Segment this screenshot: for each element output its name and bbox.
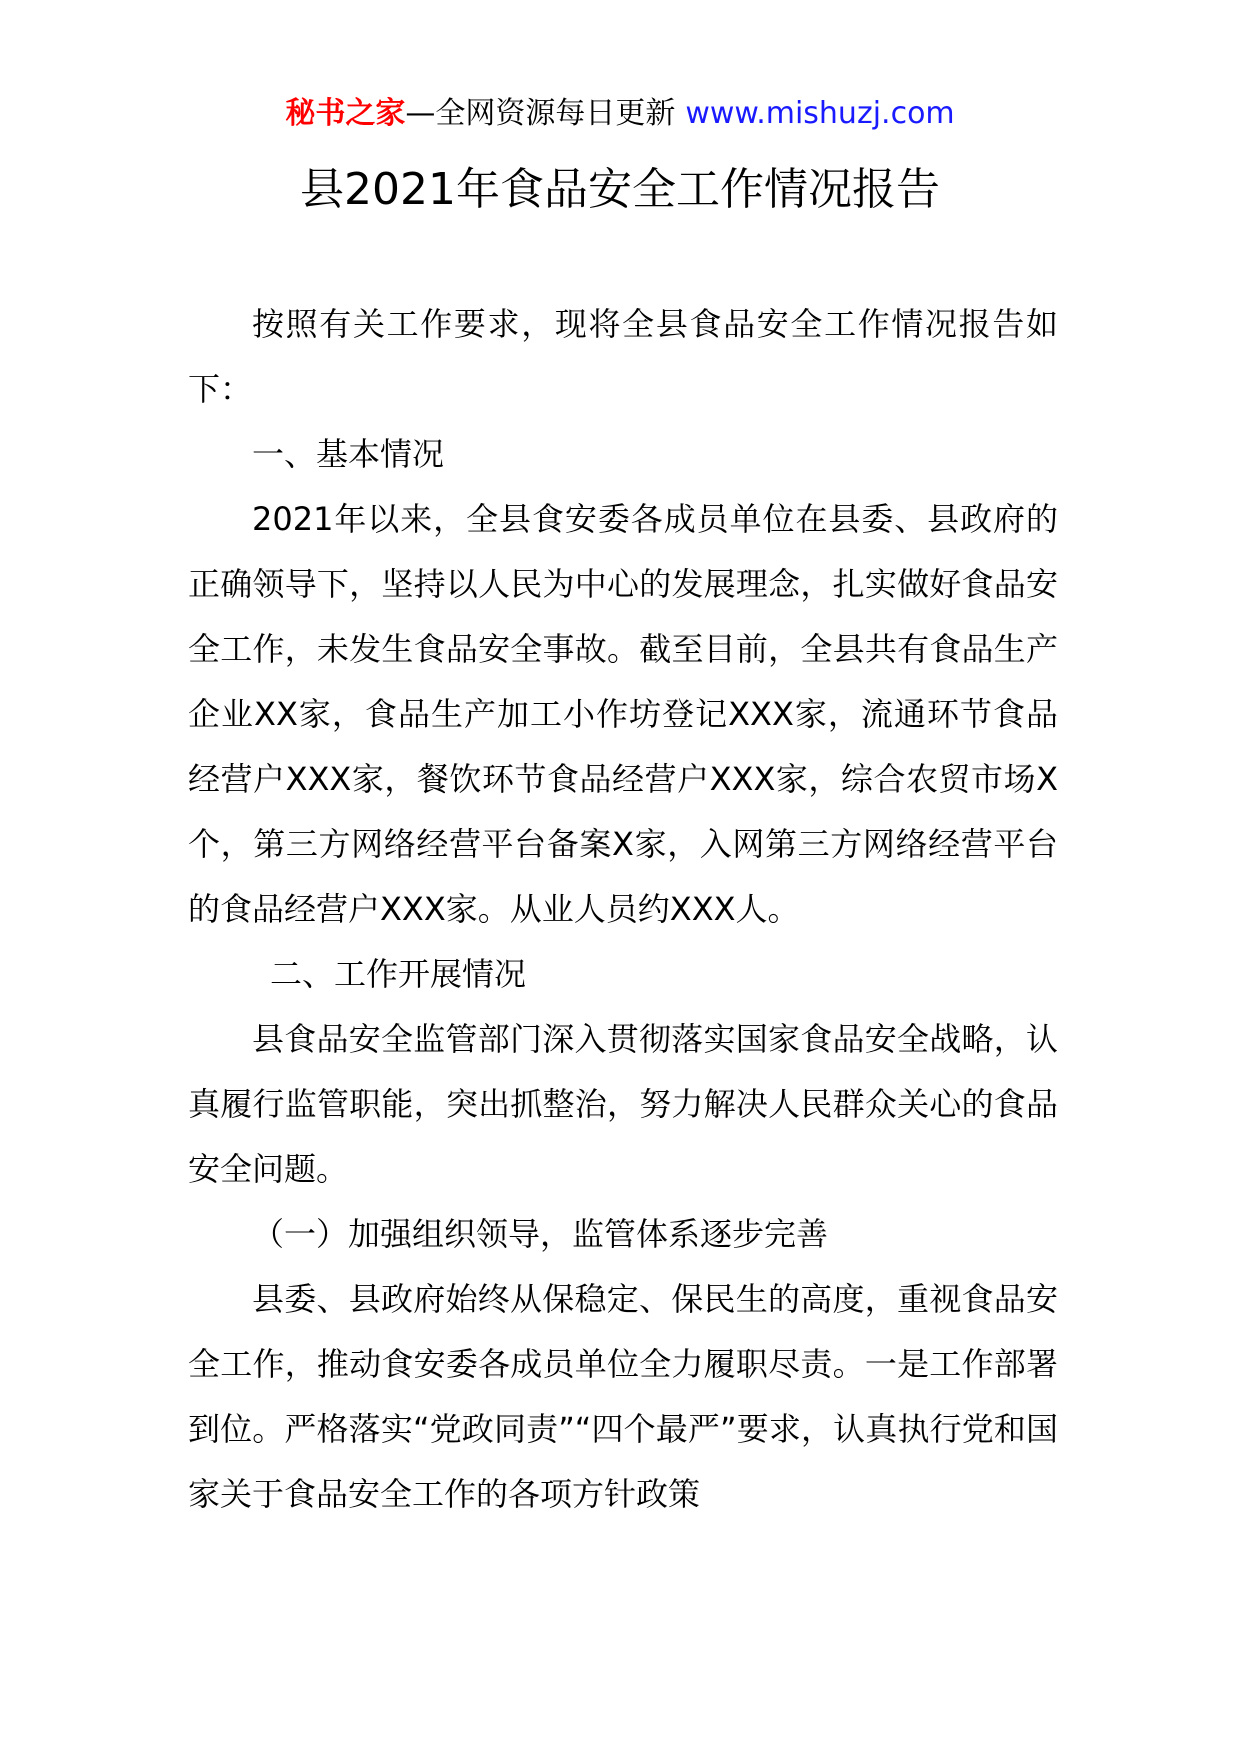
basic-situation-paragraph: 2021年以来，全县食安委各成员单位在县委、县政府的正确领导下，坚持以人民为中心的发展理念，扎实做好食品安全工作，未发生食品安全事故。截至目前，全县共有食品生产企业XX家，食品生产加工小作坊登记XXX家，流通环节食品经营户XXX家，餐饮环节食品经营户XXX家，综合农贸市场X个，第三方网络经营平台备案X家，入网第三方网络经营平台的食品经营户XXX家。从业人员约XXX人。	[188, 500, 1058, 928]
work-overview-paragraph: 县食品安全监管部门深入贯彻落实国家食品安全战略，认真履行监管职能，突出抓整治，努力解决人民群众关心的食品安全问题。	[188, 1020, 1058, 1188]
intro-paragraph: 按照有关工作要求，现将全县食品安全工作情况报告如下：	[188, 305, 1058, 408]
site-url-link[interactable]: www.mishuzj.com	[685, 96, 955, 131]
document-body	[188, 292, 1058, 1527]
section-heading-work: 二、工作开展情况	[270, 955, 527, 993]
subsection-heading-1: （一）加强组织领导，监管体系逐步完善	[252, 1215, 829, 1253]
site-header	[0, 94, 1240, 134]
organization-paragraph: 县委、县政府始终从保稳定、保民生的高度，重视食品安全工作，推动食安委各成员单位全力履职尽责。一是工作部署到位。严格落实“党政同责”“四个最严”要求，认真执行党和国家关于食品安全工作的各项方针政策	[188, 1280, 1058, 1513]
document-title: 县2021年食品安全工作情况报告	[300, 164, 940, 215]
section-heading-basic: 一、基本情况	[252, 435, 445, 473]
brand-name: 秘书之家	[285, 96, 406, 131]
site-slogan: —全网资源每日更新	[405, 96, 676, 131]
